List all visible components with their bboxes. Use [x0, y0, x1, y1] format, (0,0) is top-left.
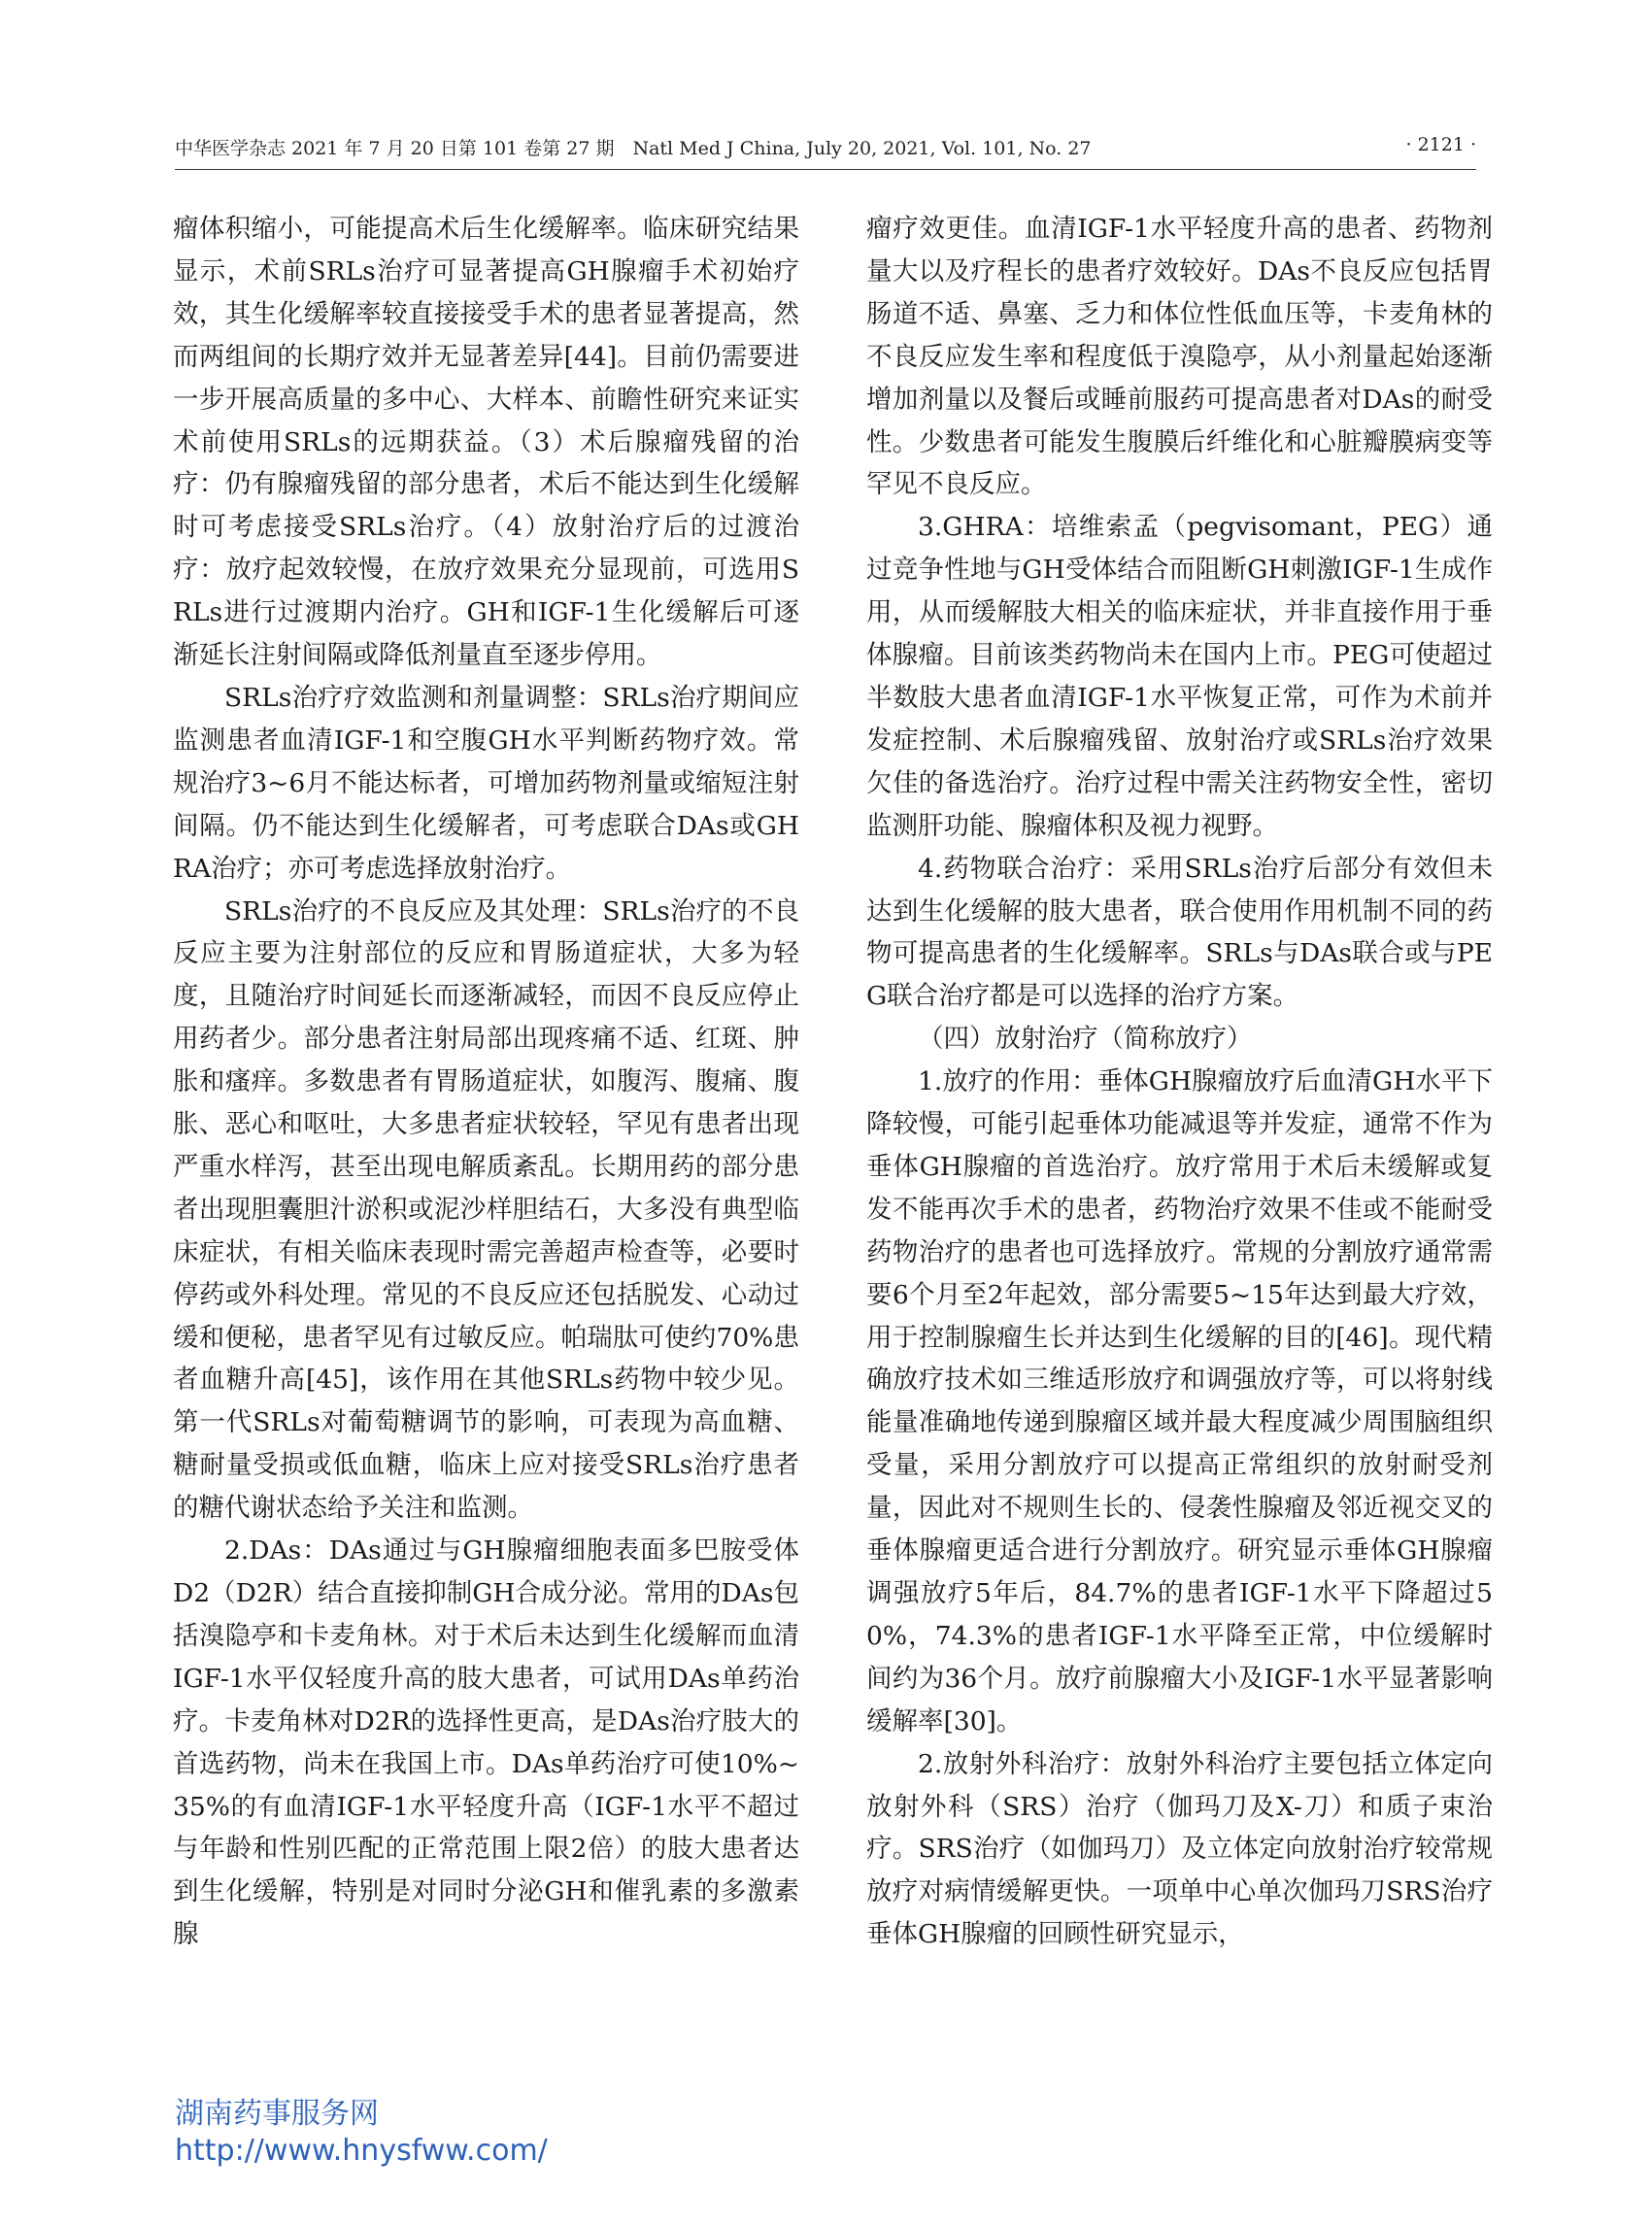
running-header — [175, 134, 1476, 167]
section-heading: （四）放射治疗（简称放疗） — [918, 1024, 1253, 1055]
paragraph: 1.放疗的作用：垂体GH腺瘤放疗后血清GH水平下降较慢，可能引起垂体功能减退等并发症，通常不作为垂体GH腺瘤的首选治疗。放疗常用于术后未缓解或复发不能再次手术的患者，药物治疗效果不佳或不能耐受药物治疗的患者也可选择放疗。常规的分割放疗通常需要6个月至2年起效，部分需要5~15年达到最大疗效，用于控制腺瘤生长并达到生化缓解的目的[46]。现代精确放疗技术如三维适形放疗和调强放疗等，可以将射线能量准确地传递到腺瘤区域并最大程度减少周围脑组织受量，采用分割放疗可以提高正常组织的放射耐受剂量，因此对不规则生长的、侵袭性腺瘤及邻近视交叉的垂体腺瘤更适合进行分割放疗。研究显示垂体GH腺瘤调强放疗5年后，84.7%的患者IGF-1水平下降超过50%，74.3%的患者IGF-1水平降至正常，中位缓解时间约为36个月。放疗前腺瘤大小及IGF-1水平显著影响缓解率[30]。 — [866, 1066, 1493, 1736]
paragraph: 4.药物联合治疗：采用SRLs治疗后部分有效但未达到生化缓解的肢大患者，联合使用作用机制不同的药物可提高患者的生化缓解率。SRLs与DAs联合或与PEG联合治疗都是可以选择的治疗方案。 — [866, 853, 1493, 1012]
left-column — [173, 208, 799, 1956]
paragraph: SRLs治疗疗效监测和剂量调整：SRLs治疗期间应监测患者血清IGF-1和空腹GH水平判断药物疗效。常规治疗3~6月不能达标者，可增加药物剂量或缩短注射间隔。仍不能达到生化缓解者，可考虑联合DAs或GHRA治疗；亦可考虑选择放射治疗。 — [173, 682, 799, 884]
watermark-site-name: 湖南药事服务网 — [175, 2097, 379, 2131]
paragraph: 瘤体积缩小，可能提高术后生化缓解率。临床研究结果显示，术前SRLs治疗可显著提高GH腺瘤手术初始疗效，其生化缓解率较直接接受手术的患者显著提高，然而两组间的长期疗效并无显著差异[44]。目前仍需要进一步开展高质量的多中心、大样本、前瞻性研究来证实术前使用SRLs的远期获益。（3）术后腺瘤残留的治疗：仍有腺瘤残留的部分患者，术后不能达到生化缓解时可考虑接受SRLs治疗。（4）放射治疗后的过渡治疗：放疗起效较慢，在放疗效果充分显现前，可选用SRLs进行过渡期内治疗。GH和IGF-1生化缓解后可逐渐延长注射间隔或降低剂量直至逐步停用。 — [173, 214, 799, 671]
journal-citation: 中华医学杂志 2021 年 7 月 20 日第 101 卷第 27 期 Natl Med J China, July 20, 2021, Vol. 101, No. 27 — [175, 138, 1092, 159]
paragraph: 瘤疗效更佳。血清IGF-1水平轻度升高的患者、药物剂量大以及疗程长的患者疗效较好。DAs不良反应包括胃肠道不适、鼻塞、乏力和体位性低血压等，卡麦角林的不良反应发生率和程度低于溴隐亭，从小剂量起始逐渐增加剂量以及餐后或睡前服药可提高患者对DAs的耐受性。少数患者可能发生腹膜后纤维化和心脏瓣膜病变等罕见不良反应。 — [866, 214, 1493, 500]
paragraph: 2.DAs：DAs通过与GH腺瘤细胞表面多巴胺受体D2（D2R）结合直接抑制GH合成分泌。常用的DAs包括溴隐亭和卡麦角林。对于术后未达到生化缓解而血清IGF-1水平仅轻度升高的肢大患者，可试用DAs单药治疗。卡麦角林对D2R的选择性更高，是DAs治疗肢大的首选药物，尚未在我国上市。DAs单药治疗可使10%~35%的有血清IGF-1水平轻度升高（IGF-1水平不超过与年龄和性别匹配的正常范围上限2倍）的肢大患者达到生化缓解，特别是对同时分泌GH和催乳素的多激素腺 — [173, 1535, 799, 1950]
paragraph: SRLs治疗的不良反应及其处理：SRLs治疗的不良反应主要为注射部位的反应和胃肠道症状，大多为轻度，且随治疗时间延长而逐渐减轻，而因不良反应停止用药者少。部分患者注射局部出现疼痛不适、红斑、肿胀和瘙痒。多数患者有胃肠道症状，如腹泻、腹痛、腹胀、恶心和呕吐，大多患者症状较轻，罕见有患者出现严重水样泻，甚至出现电解质紊乱。长期用药的部分患者出现胆囊胆汁淤积或泥沙样胆结石，大多没有典型临床症状，有相关临床表现时需完善超声检查等，必要时停药或外科处理。常见的不良反应还包括脱发、心动过缓和便秘，患者罕见有过敏反应。帕瑞肽可使约70%患者血糖升高[45]，该作用在其他SRLs药物中较少见。第一代SRLs对葡萄糖调节的影响，可表现为高血糖、糖耐量受损或低血糖，临床上应对接受SRLs治疗患者的糖代谢状态给予关注和监测。 — [173, 895, 799, 1524]
right-column — [866, 208, 1493, 1956]
watermark — [175, 2096, 548, 2170]
page-number: · 2121 · — [1405, 134, 1476, 155]
watermark-url: http://www.hnysfww.com/ — [175, 2134, 548, 2168]
paragraph: 3.GHRA：培维索孟（pegvisomant，PEG）通过竞争性地与GH受体结合而阻断GH刺激IGF-1生成作用，从而缓解肢大相关的临床症状，并非直接作用于垂体腺瘤。目前该类药物尚未在国内上市。PEG可使超过半数肢大患者血清IGF-1水平恢复正常，可作为术前并发症控制、术后腺瘤残留、放射治疗或SRLs治疗效果欠佳的备选治疗。治疗过程中需关注药物安全性，密切监测肝功能、腺瘤体积及视力视野。 — [866, 512, 1493, 841]
header-rule — [175, 169, 1476, 170]
paragraph: 2.放射外科治疗：放射外科治疗主要包括立体定向放射外科（SRS）治疗（伽玛刀及X-刀）和质子束治疗。SRS治疗（如伽玛刀）及立体定向放射治疗较常规放疗对病情缓解更快。一项单中心单次伽玛刀SRS治疗垂体GH腺瘤的回顾性研究显示， — [866, 1748, 1493, 1950]
